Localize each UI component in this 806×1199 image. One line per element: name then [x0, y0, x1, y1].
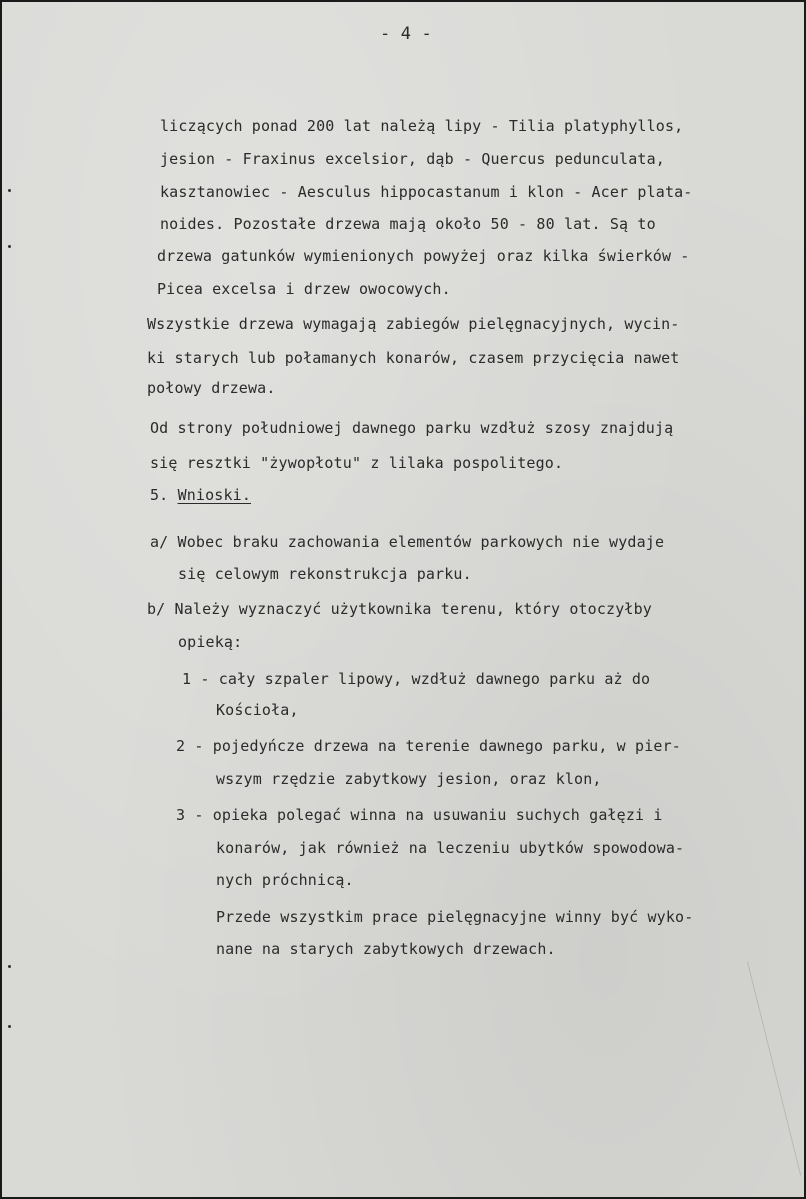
document-page	[2, 2, 804, 1197]
text-line-6: Picea excelsa i drzew owocowych.	[157, 280, 451, 298]
section-title: Wnioski.	[177, 486, 252, 504]
paper-crease	[747, 962, 801, 1176]
point-b-line-1: b/ Należy wyznaczyć użytkownika terenu, który otoczyłby	[147, 600, 652, 618]
item-1-line-2: Kościoła,	[216, 701, 299, 719]
text-line-3: kasztanowiec - Aesculus hippocastanum i klon - Acer plata-	[160, 183, 693, 201]
item-1-line-1: 1 - cały szpaler lipowy, wzdłuż dawnego parku aż do	[182, 670, 651, 688]
text-line-4: noides. Pozostałe drzewa mają około 50 - 80 lat. Są to	[160, 215, 656, 233]
point-b-line-2: opieką:	[178, 633, 243, 651]
section-number: 5.	[150, 486, 169, 504]
section-heading	[150, 485, 251, 505]
closing-line-1: Przede wszystkim prace pielęgnacyjne winny być wyko-	[216, 908, 694, 926]
margin-mark	[8, 245, 11, 248]
page-number: - 4 -	[380, 24, 432, 44]
item-3-line-2: konarów, jak również na leczeniu ubytków spowodowa-	[216, 839, 685, 857]
margin-mark	[8, 1025, 11, 1028]
text-line-1: liczących ponad 200 lat należą lipy - Tilia platyphyllos,	[160, 117, 684, 135]
point-a-line-1: a/ Wobec braku zachowania elementów parkowych nie wydaje	[150, 533, 665, 551]
item-2-line-1: 2 - pojedyńcze drzewa na terenie dawnego parku, w pier-	[176, 737, 681, 755]
margin-mark	[8, 189, 11, 192]
text-line-7: Wszystkie drzewa wymagają zabiegów pielęgnacyjnych, wycin-	[147, 315, 680, 333]
text-line-10: Od strony południowej dawnego parku wzdłuż szosy znajdują	[150, 419, 674, 437]
text-line-2: jesion - Fraxinus excelsior, dąb - Quercus pedunculata,	[160, 150, 665, 168]
item-2-line-2: wszym rzędzie zabytkowy jesion, oraz klon,	[216, 770, 602, 788]
text-line-5: drzewa gatunków wymienionych powyżej oraz kilka świerków -	[157, 247, 690, 265]
margin-mark	[8, 965, 11, 968]
item-3-line-3: nych próchnicą.	[216, 871, 354, 889]
closing-line-2: nane na starych zabytkowych drzewach.	[216, 940, 556, 958]
point-a-line-2: się celowym rekonstrukcja parku.	[178, 565, 472, 583]
text-line-8: ki starych lub połamanych konarów, czasem przycięcia nawet	[147, 349, 680, 367]
text-line-9: połowy drzewa.	[147, 379, 276, 397]
text-line-11: się resztki "żywopłotu" z lilaka pospolitego.	[150, 454, 564, 472]
item-3-line-1: 3 - opieka polegać winna na usuwaniu suchych gałęzi i	[176, 806, 663, 824]
